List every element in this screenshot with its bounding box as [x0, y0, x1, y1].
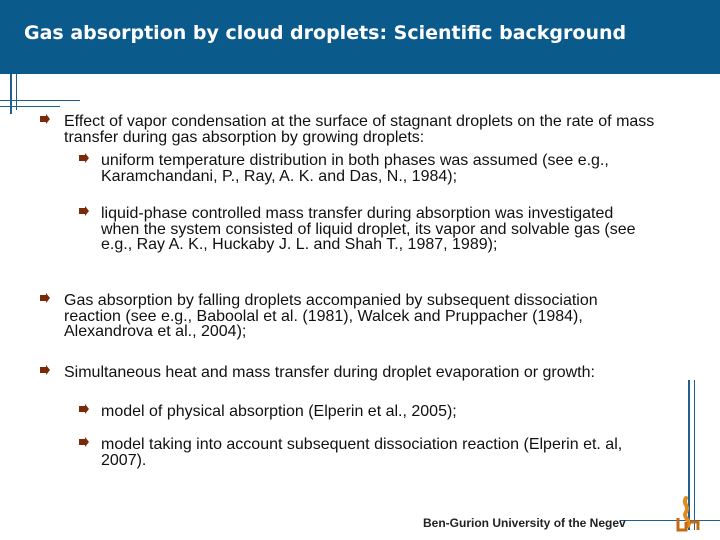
sub-bullet-arrow-icon — [79, 153, 89, 163]
bullet-arrow-icon — [40, 114, 50, 124]
bullet-3-text: Simultaneous heat and mass transfer during droplet evaporation or growth: — [64, 364, 595, 381]
slide-title: Gas absorption by cloud droplets: Scientific background — [24, 22, 627, 44]
top-accent-line-2 — [0, 106, 60, 107]
bullet-3-sub-1-text: model of physical absorption (Elperin et al., 2005); — [101, 403, 457, 420]
left-accent-line — [10, 74, 12, 114]
bullet-1-text: Effect of vapor condensation at the surface of stagnant droplets on the rate of mass transfer during gas absorption by growing droplets: — [64, 113, 655, 146]
sub-bullet-arrow-icon — [79, 206, 89, 216]
bullet-1-sub-2-text: liquid-phase controlled mass transfer during absorption was investigated when the system consisted of liquid droplet, its vapor and solvable gas (see e.g., Ray A. K., Huckaby J. L. and Shah T., 1987, 1989); — [101, 205, 636, 253]
bullet-1-sub-1-text: uniform temperature distribution in both phases was assumed (see e.g., Karamchandani, P., Ray, A. K. and Das, N., 1984); — [101, 152, 609, 185]
left-accent-line-2 — [16, 74, 17, 110]
bottom-accent-line — [620, 520, 720, 521]
bullet-arrow-icon — [40, 293, 50, 303]
top-accent-line — [0, 100, 80, 101]
sub-bullet-arrow-icon — [79, 437, 89, 447]
bullet-2-text: Gas absorption by falling droplets accompanied by subsequent dissociation reaction (see e.g., Baboolal et al. (1981), Walcek and Pruppacher (1984), Alexandrova et al., 2004); — [64, 292, 598, 340]
bullet-3-sub-2-text: model taking into account subsequent dissociation reaction (Elperin et. al, 2007). — [101, 436, 623, 469]
footer-institution: Ben-Gurion University of the Negev — [423, 516, 626, 530]
sub-bullet-arrow-icon — [79, 404, 89, 414]
bullet-arrow-icon — [40, 365, 50, 375]
university-logo-icon — [672, 496, 700, 532]
